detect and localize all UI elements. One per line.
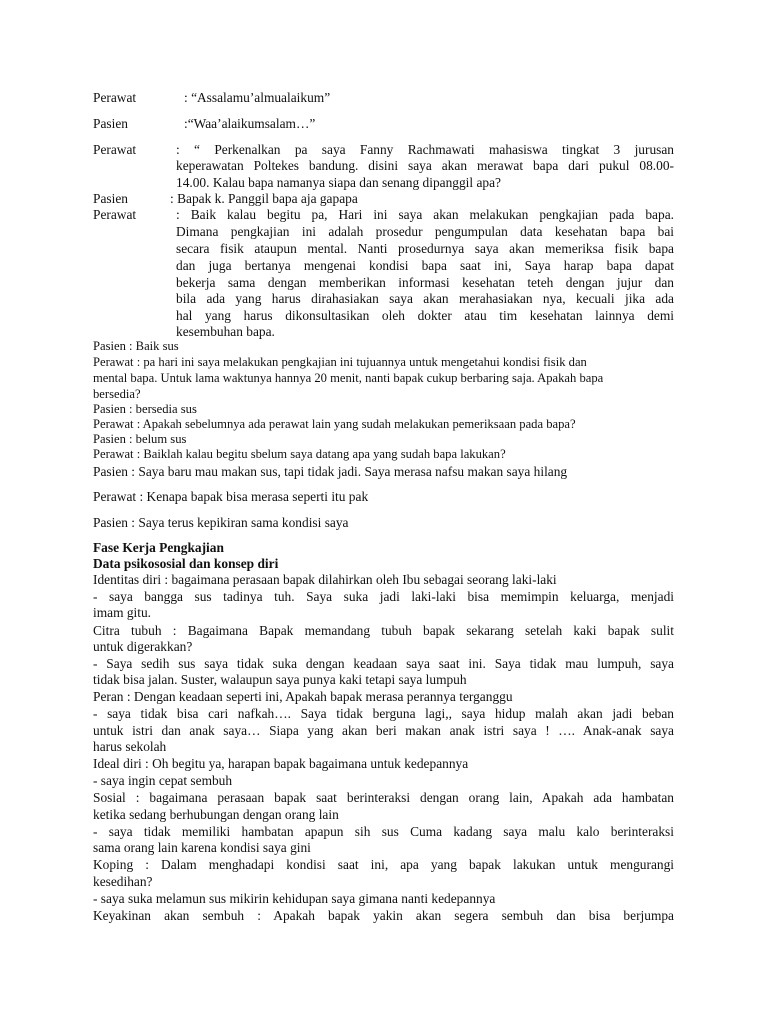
body-line: harus sekolah bbox=[93, 739, 167, 754]
body-line: ketika sedang berhubungan dengan orang lain bbox=[93, 807, 339, 822]
dialog-line: Perawat : Baiklah kalau begitu sbelum saya datang apa yang sudah bapa lakukan? bbox=[93, 447, 506, 461]
body-line: Sosial : bagaimana perasaan bapak saat berinteraksi dengan orang lain, Apakah ada hambatan bbox=[93, 790, 674, 805]
dialog-line: keperawatan Poltekes bandung. disini saya akan merawat bapa dari pukul 08.00- bbox=[176, 158, 674, 173]
dialog-line: Perawat : pa hari ini saya melakukan pengkajian ini tujuannya untuk mengetahui kondisi fisik dan bbox=[93, 355, 587, 369]
dialog-line: bekerja sama dengan memberikan informasi kesehatan teteh dengan jujur dan bbox=[176, 275, 674, 290]
body-line: sama orang lain karena kondisi saya gini bbox=[93, 840, 311, 855]
speaker-label: Pasien bbox=[93, 191, 128, 206]
section-heading: Fase Kerja Pengkajian bbox=[93, 540, 224, 555]
body-line: - Saya sedih sus saya tidak suka dengan keadaan saya saat ini. Saya tidak mau lumpuh, saya bbox=[93, 656, 674, 671]
dialog-line: Pasien : bersedia sus bbox=[93, 402, 197, 416]
dialog-text: :“Waa’alaikumsalam…” bbox=[184, 116, 316, 131]
dialog-text: : “Assalamu’almualaikum” bbox=[184, 90, 331, 105]
body-line: Koping : Dalam menghadapi kondisi saat ini, apa yang bapak lakukan untuk mengurangi bbox=[93, 857, 674, 872]
dialog-line: secara fisik ataupun mental. Nanti prosedurnya saya akan memeriksa fisik bapa bbox=[176, 241, 674, 256]
dialog-line: dan juga bertanya mengenai kondisi bapa saat ini, Saya harap bapa dapat bbox=[176, 258, 674, 273]
dialog-line: Pasien : Baik sus bbox=[93, 339, 179, 353]
body-line: - saya suka melamun sus mikirin kehidupan saya gimana nanti kedepannya bbox=[93, 891, 496, 906]
speaker-label: Perawat bbox=[93, 142, 137, 157]
body-line: tidak bisa jalan. Suster, walaupun saya punya kaki tetapi saya lumpuh bbox=[93, 672, 467, 687]
body-line: untuk digerakkan? bbox=[93, 639, 193, 654]
dialog-text: : Bapak k. Panggil bapa aja gapapa bbox=[170, 191, 358, 206]
dialog-line: Pasien : Saya baru mau makan sus, tapi tidak jadi. Saya merasa nafsu makan saya hilang bbox=[93, 464, 568, 479]
body-line: Keyakinan akan sembuh : Apakah bapak yakin akan segera sembuh dan bisa berjumpa bbox=[93, 908, 674, 923]
dialog-line: Pasien : belum sus bbox=[93, 432, 187, 446]
body-line: - saya ingin cepat sembuh bbox=[93, 773, 233, 788]
dialog-line: bila ada yang harus dirahasiakan saya akan merahasiakan nya, kecuali jika ada bbox=[176, 291, 674, 306]
section-subheading: Data psikososial dan konsep diri bbox=[93, 556, 279, 571]
dialog-line: Dimana pengkajian ini adalah prosedur pengumpulan data kesehatan bapa bai bbox=[176, 224, 674, 239]
speaker-label: Perawat bbox=[93, 90, 137, 105]
dialog-line: bersedia? bbox=[93, 387, 141, 401]
body-line: - saya tidak memiliki hambatan apapun sih sus Cuma kadang saya malu kalo berinteraksi bbox=[93, 824, 674, 839]
body-line: kesedihan? bbox=[93, 874, 153, 889]
body-line: Citra tubuh : Bagaimana Bapak memandang tubuh bapak sekarang setelah kaki bapak sulit bbox=[93, 623, 674, 638]
body-line: Ideal diri : Oh begitu ya, harapan bapak bagaimana untuk kedepannya bbox=[93, 756, 469, 771]
body-line: untuk istri dan anak saya… Siapa yang akan beri makan anak istri saya ! …. Anak-anak saya bbox=[93, 723, 674, 738]
body-line: - saya tidak bisa cari nafkah…. Saya tidak berguna lagi,, saya hidup malah akan jadi beban bbox=[93, 706, 674, 721]
dialog-line: mental bapa. Untuk lama waktunya hannya 20 menit, nanti bapak cukup berbaring saja. Apakah bapa bbox=[93, 371, 604, 385]
body-line: Identitas diri : bagaimana perasaan bapak dilahirkan oleh Ibu sebagai seorang laki-laki bbox=[93, 572, 557, 587]
body-line: Peran : Dengan keadaan seperti ini, Apakah bapak merasa perannya terganggu bbox=[93, 689, 513, 704]
body-line: imam gitu. bbox=[93, 605, 152, 620]
speaker-label: Pasien bbox=[93, 116, 128, 131]
speaker-label: Perawat bbox=[93, 207, 137, 222]
dialog-line: Perawat : Apakah sebelumnya ada perawat lain yang sudah melakukan pemeriksaan pada bapa? bbox=[93, 417, 576, 431]
dialog-line: Pasien : Saya terus kepikiran sama kondisi saya bbox=[93, 515, 349, 530]
dialog-line: : Baik kalau begitu pa, Hari ini saya akan melakukan pengkajian pada bapa. bbox=[176, 207, 674, 222]
dialog-line: hal yang harus dikonsultasikan oleh dokter atau tim kesehatan lainnya demi bbox=[176, 308, 674, 323]
dialog-line: kesembuhan bapa. bbox=[176, 324, 275, 339]
dialog-line: 14.00. Kalau bapa namanya siapa dan senang dipanggil apa? bbox=[176, 175, 501, 190]
dialog-line: : “ Perkenalkan pa saya Fanny Rachmawati mahasiswa tingkat 3 jurusan bbox=[176, 142, 674, 157]
dialog-line: Perawat : Kenapa bapak bisa merasa seperti itu pak bbox=[93, 489, 369, 504]
body-line: - saya bangga sus tadinya tuh. Saya suka jadi laki-laki bisa memimpin keluarga, menjadi bbox=[93, 589, 674, 604]
